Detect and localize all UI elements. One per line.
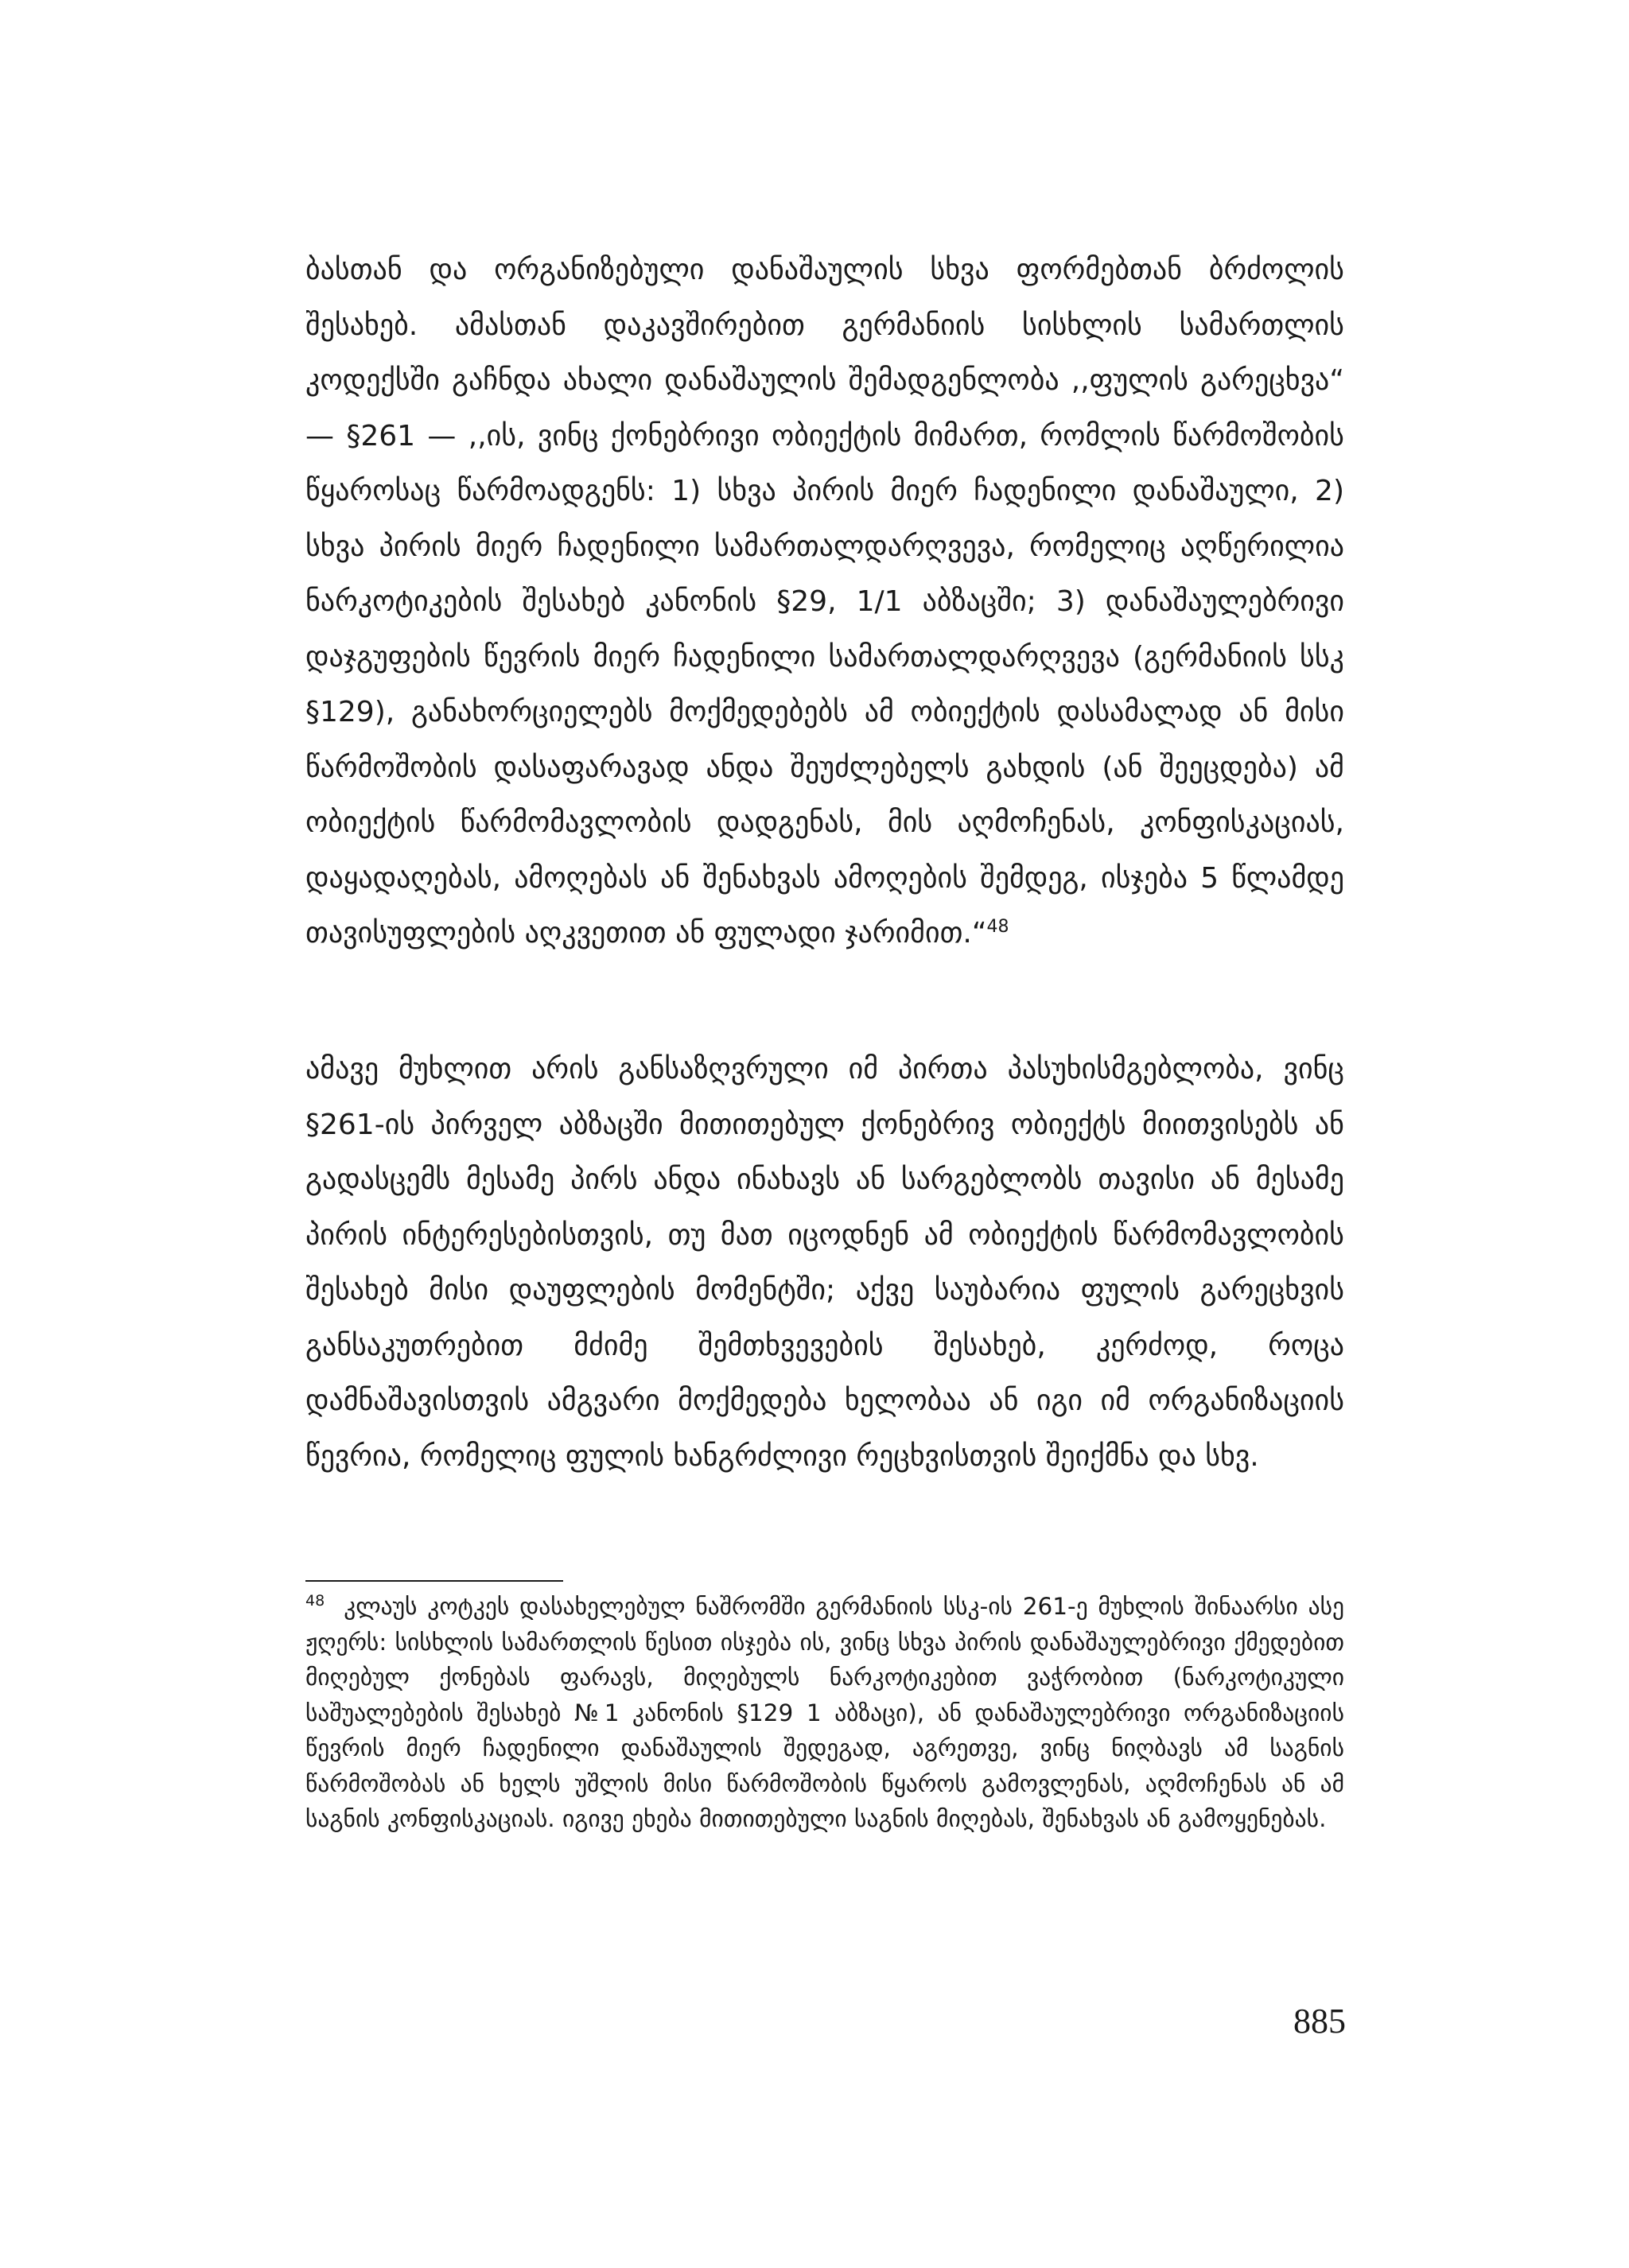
paragraph-2-text: ამავე მუხლით არის განსაზღვრული იმ პირთა პასუხისმგებლობა, ვინც §261-ის პირველ აბზაცში მითითებულ ქონებრივ ობიექტს მიითვისებს ან გადასცემს მესამე პირს ანდა ინახავს ან სარგებლობს თავისი ან მესამე პირის ინტერესებისთვის, თუ მათ იცოდნენ ამ ობიექტის წარმომავლობის შესახებ მისი დაუფლების მომენტში; აქვე საუბარია ფულის გარეცხვის განსაკუთრებით მძიმე შემთხვევების შესახებ, კერძოდ, როცა დამნაშავისთვის ამგვარი მოქმედება ხელობაა ან იგი იმ ორგანიზაციის წევრია, რომელიც ფულის ხანგრძლივი რეცხვისთვის შეიქმნა და სხვ. [305,1053,1344,1473]
footnote-number: 48 [305,1592,325,1610]
footnote [305,1589,1344,1837]
footnote-text: კლაუს კოტკეს დასახელებულ ნაშრომში გერმანიის სსკ-ის 261-ე მუხლის შინაარსი ასე ჟღერს: სისხლის სამართლის წესით ისჯება ის, ვინც სხვა პირის დანაშაულებრივი ქმედებით მიღებულ ქონებას ფარავს, მიღებულს ნარკოტიკებით ვაჭრობით (ნარკოტიკული საშუალებების შესახებ №1 კანონის §129 1 აბზაცი), ან დანაშაულებრივი ორგანიზაციის წევრის მიერ ჩადენილი დანაშაულის შედეგად, აგრეთვე, ვინც ნიღბავს ამ საგნის წარმოშობას ან ხელს უშლის მისი წარმოშობის წყაროს გამოვლენას, აღმოჩენას ან ამ საგნის კონფისკაციას. იგივე ეხება მითითებული საგნის მიღებას, შენახვას ან გამოყენებას. [305,1593,1344,1832]
body-paragraph-1 [305,243,1344,961]
page-number: 885 [1293,2002,1346,2041]
body-paragraph-2 [305,1042,1344,1484]
footnote-separator [305,1580,563,1582]
paragraph-1-text: ბასთან და ორგანიზებული დანაშაულის სხვა ფორმებთან ბრძოლის შესახებ. ამასთან დაკავშირებით გერმანიის სისხლის სამართლის კოდექსში გაჩნდა ახალი დანაშაულის შემადგენლობა ,,ფულის გარეცხვა“ — §261 — ,,ის, ვინც ქონებრივი ობიექტის მიმართ, რომლის წარმოშობის წყაროსაც წარმოადგენს: 1) სხვა პირის მიერ ჩადენილი დანაშაული, 2) სხვა პირის მიერ ჩადენილი სამართალდარღვევა, რომელიც აღწერილია ნარკოტიკების შესახებ კანონის §29, 1/1 აბზაცში; 3) დანაშაულებრივი დაჯგუფების წევრის მიერ ჩადენილი სამართალდარღვევა (გერმანიის სსკ §129), განახორციელებს მოქმედებებს ამ ობიექტის დასამალად ან მისი წარმოშობის დასაფარავად ანდა შეუძლებელს გახდის (ან შეეცდება) ამ ობიექტის წარმომავლობის დადგენას, მის აღმოჩენას, კონფისკაციას, დაყადაღებას, ამოღებას ან შენახვას ამოღების შემდეგ, ისჯება 5 წლამდე თავისუფლების აღკვეთით ან ფულადი ჯარიმით.“ [305,254,1344,950]
footnote-reference: 48 [986,917,1009,937]
